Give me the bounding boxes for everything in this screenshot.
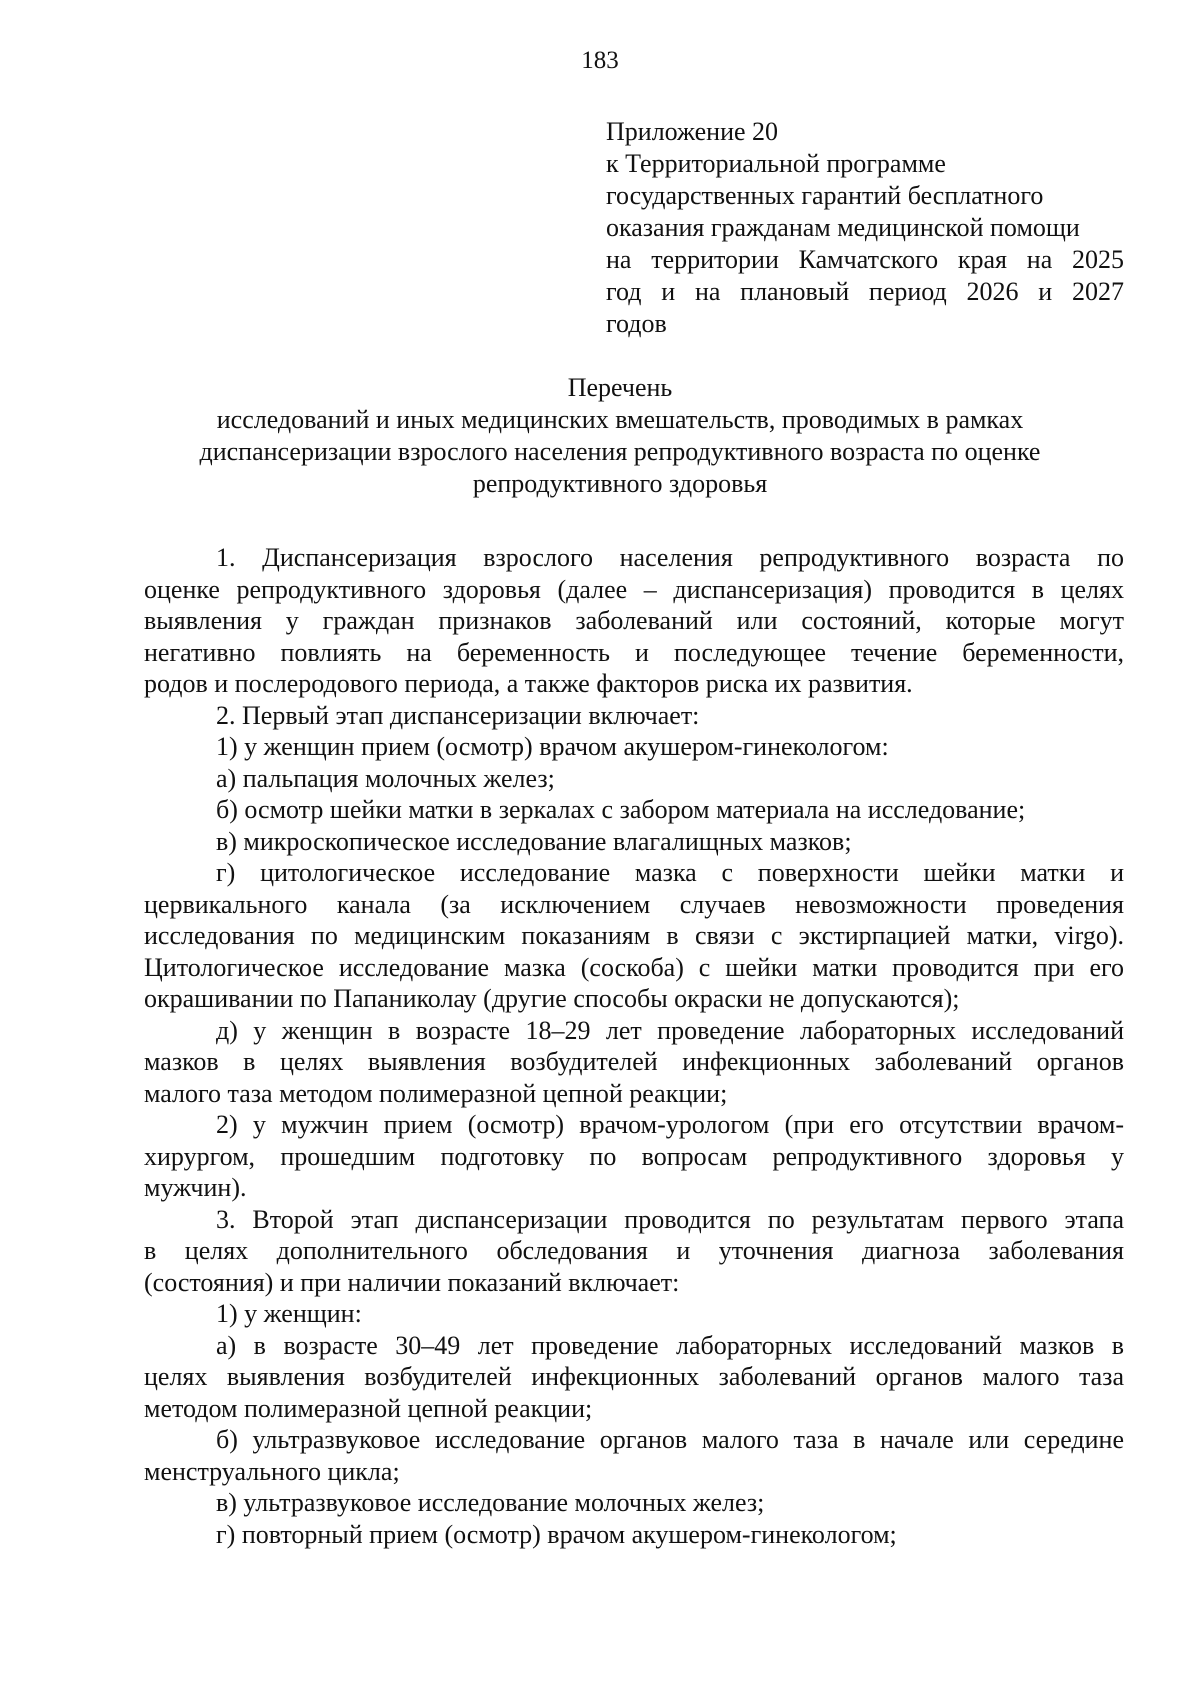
paragraph bbox=[144, 1298, 1124, 1330]
text-line: 3. Второй этап диспансеризации проводится по результатам первого этапа bbox=[216, 1204, 1124, 1234]
heading-subtitle-line: диспансеризации взрослого населения репродуктивного возраста по оценке bbox=[199, 437, 1041, 466]
paragraph bbox=[144, 763, 1124, 795]
text-line: 1) у женщин прием (осмотр) врачом акушером-гинекологом: bbox=[216, 732, 889, 761]
appendix-line: оказания гражданам медицинской помощи bbox=[606, 213, 1080, 242]
text-line: оценке репродуктивного здоровья (далее – диспансеризация) проводится в целях bbox=[144, 574, 1124, 604]
text-line: (состояния) и при наличии показаний включает: bbox=[144, 1267, 680, 1297]
paragraph bbox=[144, 700, 1124, 732]
text-line: хирургом, прошедшим подготовку по вопросам репродуктивного здоровья у bbox=[144, 1141, 1124, 1171]
text-line: 1. Диспансеризация взрослого населения репродуктивного возраста по bbox=[216, 543, 1124, 572]
text-line: мужчин). bbox=[144, 1173, 247, 1202]
paragraph bbox=[144, 731, 1124, 763]
heading-title: Перечень bbox=[567, 373, 673, 402]
text-line: выявления у граждан признаков заболеваний или состояний, которые могут bbox=[144, 606, 1124, 635]
text-line: 1) у женщин: bbox=[216, 1299, 362, 1328]
text-line: д) у женщин в возрасте 18–29 лет проведение лабораторных исследований bbox=[216, 1015, 1124, 1045]
text-line: а) в возрасте 30–49 лет проведение лабораторных исследований мазков в bbox=[216, 1330, 1124, 1360]
paragraph bbox=[144, 1487, 1124, 1519]
document-heading bbox=[140, 372, 1100, 500]
text-line: Цитологическое исследование мазка (соскоба) с шейки матки проводится при его bbox=[144, 952, 1124, 982]
appendix-block bbox=[606, 116, 1124, 340]
paragraph bbox=[144, 1519, 1124, 1551]
text-line: целях выявления возбудителей инфекционных заболеваний органов малого таза bbox=[144, 1362, 1124, 1391]
paragraph bbox=[144, 1424, 1124, 1487]
appendix-line: годов bbox=[606, 309, 667, 338]
appendix-line: государственных гарантий бесплатного bbox=[606, 181, 1044, 210]
text-line: родов и послеродового периода, а также факторов риска их развития. bbox=[144, 669, 913, 698]
text-line: малого таза методом полимеразной цепной реакции; bbox=[144, 1078, 728, 1108]
text-line: цервикального канала (за исключением случаев невозможности проведения bbox=[144, 889, 1124, 919]
text-line: а) пальпация молочных желез; bbox=[216, 763, 555, 793]
text-line: 2. Первый этап диспансеризации включает: bbox=[216, 700, 700, 730]
text-line: исследования по медицинским показаниям в связи с экстирпацией матки, virgo). bbox=[144, 921, 1124, 950]
page-number: 183 bbox=[581, 47, 619, 74]
appendix-line: к Территориальной программе bbox=[606, 149, 946, 178]
text-line: б) осмотр шейки матки в зеркалах с забором материала на исследование; bbox=[216, 795, 1026, 824]
paragraph bbox=[144, 1015, 1124, 1110]
text-line: менструального цикла; bbox=[144, 1456, 400, 1486]
heading-subtitle-line: исследований и иных медицинских вмешательств, проводимых в рамках bbox=[216, 405, 1024, 434]
text-line: в) микроскопическое исследование влагалищных мазков; bbox=[216, 826, 852, 856]
paragraph bbox=[144, 1204, 1124, 1299]
text-line: 2) у мужчин прием (осмотр) врачом-урологом (при его отсутствии врачом- bbox=[216, 1110, 1124, 1139]
text-line: в целях дополнительного обследования и уточнения диагноза заболевания bbox=[144, 1236, 1124, 1265]
text-line: окрашивании по Папаниколау (другие способы окраски не допускаются); bbox=[144, 984, 960, 1013]
text-line: мазков в целях выявления возбудителей инфекционных заболеваний органов bbox=[144, 1047, 1124, 1076]
text-line: негативно повлиять на беременность и последующее течение беременности, bbox=[144, 637, 1124, 667]
paragraph bbox=[144, 542, 1124, 700]
text-line: методом полимеразной цепной реакции; bbox=[144, 1393, 593, 1423]
appendix-line: год и на плановый период 2026 и 2027 bbox=[606, 277, 1124, 306]
text-line: г) повторный прием (осмотр) врачом акушером-гинекологом; bbox=[216, 1519, 897, 1549]
paragraph bbox=[144, 826, 1124, 858]
text-line: в) ультразвуковое исследование молочных желез; bbox=[216, 1488, 765, 1517]
text-line: г) цитологическое исследование мазка с поверхности шейки матки и bbox=[216, 858, 1124, 887]
document-body bbox=[144, 542, 1124, 1550]
paragraph bbox=[144, 857, 1124, 1015]
paragraph bbox=[144, 794, 1124, 826]
appendix-line: на территории Камчатского края на 2025 bbox=[606, 245, 1124, 274]
appendix-line: Приложение 20 bbox=[606, 117, 779, 146]
heading-subtitle-line: репродуктивного здоровья bbox=[472, 469, 768, 498]
paragraph bbox=[144, 1330, 1124, 1425]
text-line: б) ультразвуковое исследование органов малого таза в начале или середине bbox=[216, 1425, 1124, 1454]
paragraph bbox=[144, 1109, 1124, 1204]
